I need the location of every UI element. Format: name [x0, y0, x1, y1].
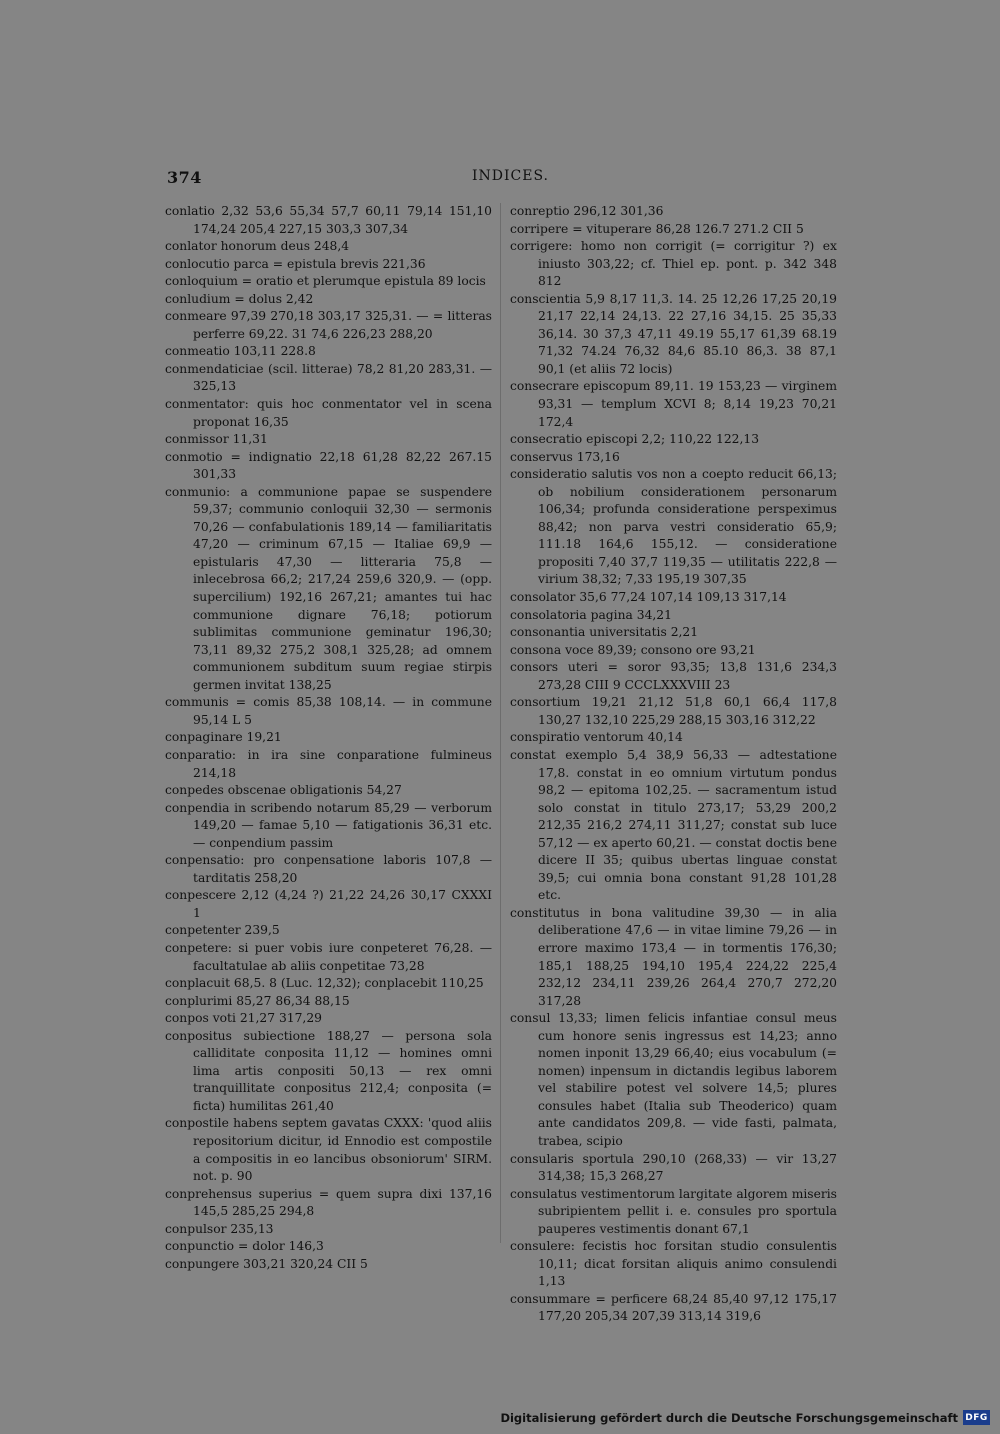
index-entry: conloquium = oratio et plerumque epistula 89 locis: [165, 274, 486, 289]
index-entry: corrigere: homo non corrigit (= corrigitur ?) ex iniusto 303,22; cf. Thiel ep. pont. p. 342 348 812: [510, 239, 841, 289]
index-entry: constitutus in bona valitudine 39,30 — in alia deliberatione 47,6 — in vitae limine 79,26 — in errore maximo 173,4 — in tormentis 176,30; 185,1 188,25 194,10 195,4 224,22 225,4 232,12 234,11 239,26 264,4 270,7 272,20 317,28: [510, 905, 841, 1008]
index-entry: consonantia universitatis 2,21: [510, 625, 699, 640]
index-entry: conpescere 2,12 (4,24 ?) 21,22 24,26 30,17 CXXXI 1: [165, 888, 496, 920]
index-entry: conmeare 97,39 270,18 303,17 325,31. — = litteras perferre 69,22. 31 74,6 226,23 288,20: [165, 309, 496, 341]
index-entry: consolatoria pagina 34,21: [510, 607, 672, 622]
index-entry: consolator 35,6 77,24 107,14 109,13 317,14: [510, 590, 787, 605]
index-entry: consulatus vestimentorum largitate algorem miseris subripientem pellit i. e. consules pro sportula pauperes vestimentis donant 67,1: [510, 1186, 841, 1236]
index-column-right: [510, 203, 841, 1326]
index-entry: constat exemplo 5,4 38,9 56,33 — adtestatione 17,8. constat in eo omnium virtutum pondus 98,2 — epitoma 102,25. — sacramentum istud solo constat in titulo 273,17; 53,29 200,2 212,35 216,2 274,11 311,27; constat sub luce 57,12 — ex aperto 60,21. — constat doctis bene dicere II 35; quibus ubertas linguae constat 39,5; cui omnia bona constant 91,28 101,28 etc.: [510, 747, 841, 903]
index-entry: conpendia in scribendo notarum 85,29 — verborum 149,20 — famae 5,10 — fatigationis 36,31 etc. — conpendium passim: [165, 800, 496, 850]
dfg-logo-icon: DFG: [963, 1410, 990, 1425]
page-number: 374: [167, 168, 202, 187]
index-entry: consecrare episcopum 89,11. 19 153,23 — virginem 93,31 — templum XCVI 8; 8,14 19,23 70,21 172,4: [510, 379, 841, 429]
index-entry: conpetere: si puer vobis iure conpeteret 76,28. — facultatulae ab aliis conpetitae 73,28: [165, 940, 496, 973]
index-entry: conpos voti 21,27 317,29: [165, 1011, 322, 1026]
index-entry: conpensatio: pro conpensatione laboris 107,8 — tarditatis 258,20: [165, 853, 496, 885]
index-entry: consularis sportula 290,10 (268,33) — vir 13,27 314,38; 15,3 268,27: [510, 1151, 841, 1184]
index-entry: conmunio: a communione papae se suspendere 59,37; communio conloquii 32,30 — sermonis 70,26 — confabulationis 189,14 — familiaritatis 47,20 — criminum 67,15 — Italiae 69,9 — epistularis 47,30 — litteraria 75,8 — inlecebrosa 66,2; 217,24 259,6 320,9. — (opp. supercilium) 192,16 267,21; amantes tui hac communione dignare 76,18; potiorum sublimitas communione geminatur 196,30; 73,11 89,32 275,2 308,1 325,28; ad omnem communionem subditum suum regiae stirpis germen invitat 138,25: [165, 484, 496, 692]
index-entry: conplurimi 85,27 86,34 88,15: [165, 993, 350, 1008]
column-divider: [500, 203, 501, 1243]
index-entry: conmotio = indignatio 22,18 61,28 82,22 267.15 301,33: [165, 449, 496, 482]
page-header: [167, 168, 550, 188]
index-entry: consul 13,33; limen felicis infantiae consul meus cum honore senis ingressus est 14,23; anno nomen inponit 13,29 66,40; eius vocabulum (= nomen) inpensum in dictandis legibus laborem vel stabilire potest vel solvere 14,5; plures consules habet (Italia sub Theoderico) quam ante candidatos 209,8. — vide fasti, palmata, trabea, scipio: [510, 1011, 841, 1148]
index-entry: communis = comis 85,38 108,14. — in commune 95,14 L 5: [165, 695, 496, 727]
index-entry: conpunctio = dolor 146,3: [165, 1239, 324, 1254]
index-entry: conpaginare 19,21: [165, 730, 282, 745]
index-entry: conpungere 303,21 320,24 CII 5: [165, 1256, 368, 1271]
index-entry: consideratio salutis vos non a coepto reducit 66,13; ob nobilium considerationem personarum 106,34; profunda consideratione perspeximus 88,42; non parva vestri consideratio 65,9; 111.18 164,6 155,12. — consideratione propositi 7,40 37,7 119,35 — utilitatis 222,8 — virium 38,32; 7,33 195,19 307,35: [510, 467, 841, 587]
index-entry: conludium = dolus 2,42: [165, 291, 314, 306]
index-entry: conpetenter 239,5: [165, 923, 280, 938]
index-entry: consummare = perficere 68,24 85,40 97,12 175,17 177,20 205,34 207,39 313,14 319,6: [510, 1291, 841, 1324]
index-entry: conprehensus superius = quem supra dixi 137,16 145,5 285,25 294,8: [165, 1186, 496, 1219]
index-entry: conlatio 2,32 53,6 55,34 57,7 60,11 79,14 151,10 174,24 205,4 227,15 303,3 307,34: [165, 204, 496, 236]
index-entry: conpositus subiectione 188,27 — persona sola calliditate conposita 11,12 — homines omni lima artis conpositi 50,13 — rex omni tranquillitate conpositus 212,4; conposita (= ficta) humilitas 261,40: [165, 1028, 496, 1113]
index-entry: conmissor 11,31: [165, 432, 268, 447]
index-entry: conpedes obscenae obligationis 54,27: [165, 783, 402, 798]
index-entry: consona voce 89,39; consono ore 93,21: [510, 642, 756, 657]
index-entry: conscientia 5,9 8,17 11,3. 14. 25 12,26 17,25 20,19 21,17 22,14 24,13. 22 27,16 34,15. 25 35,33 36,14. 30 37,3 47,11 49.19 55,17 61,39 68.19 71,32 74.24 76,32 84,6 85.10 86,3. 38 87,1 90,1 (et aliis 72 locis): [510, 291, 841, 376]
index-entry: conparatio: in ira sine conparatione fulmineus 214,18: [165, 747, 496, 780]
index-entry: conreptio 296,12 301,36: [510, 204, 664, 218]
index-entry: conmendaticiae (scil. litterae) 78,2 81,20 283,31. — 325,13: [165, 361, 496, 394]
index-entry: consecratio episcopi 2,2; 110,22 122,13: [510, 432, 760, 447]
index-entry: conpulsor 235,13: [165, 1221, 274, 1236]
index-entry: conplacuit 68,5. 8 (Luc. 12,32); conplacebit 110,25: [165, 976, 484, 991]
index-entry: consulere: fecistis hoc forsitan studio consulentis 10,11; dicat forsitan aliquis animo consulendi 1,13: [510, 1239, 841, 1289]
index-entry: consors uteri = soror 93,35; 13,8 131,6 234,3 273,28 CIII 9 CCCLXXXVIII 23: [510, 660, 841, 692]
index-entry: conspiratio ventorum 40,14: [510, 730, 683, 745]
index-entry: conlocutio parca = epistula brevis 221,36: [165, 256, 426, 271]
running-title: INDICES.: [472, 168, 550, 184]
index-entry: conmentator: quis hoc conmentator vel in scena proponat 16,35: [165, 397, 496, 429]
index-entry: conservus 173,16: [510, 449, 620, 464]
footer: [500, 1410, 990, 1425]
index-entry: conpostile habens septem gavatas CXXX: 'quod aliis repositorium dicitur, id Ennodio est compostile a compositis in eo lancibus obsoniorum' SIRM. not. p. 90: [165, 1116, 496, 1184]
index-entry: conlator honorum deus 248,4: [165, 239, 350, 254]
index-column-left: [165, 203, 496, 1273]
index-entry: conmeatio 103,11 228.8: [165, 344, 316, 359]
index-entry: corripere = vituperare 86,28 126.7 271.2 CII 5: [510, 221, 804, 236]
index-entry: consortium 19,21 21,12 51,8 60,1 66,4 117,8 130,27 132,10 225,29 288,15 303,16 312,22: [510, 695, 841, 727]
footer-text: Digitalisierung gefördert durch die Deutsche Forschungsgemeinschaft: [500, 1410, 958, 1425]
